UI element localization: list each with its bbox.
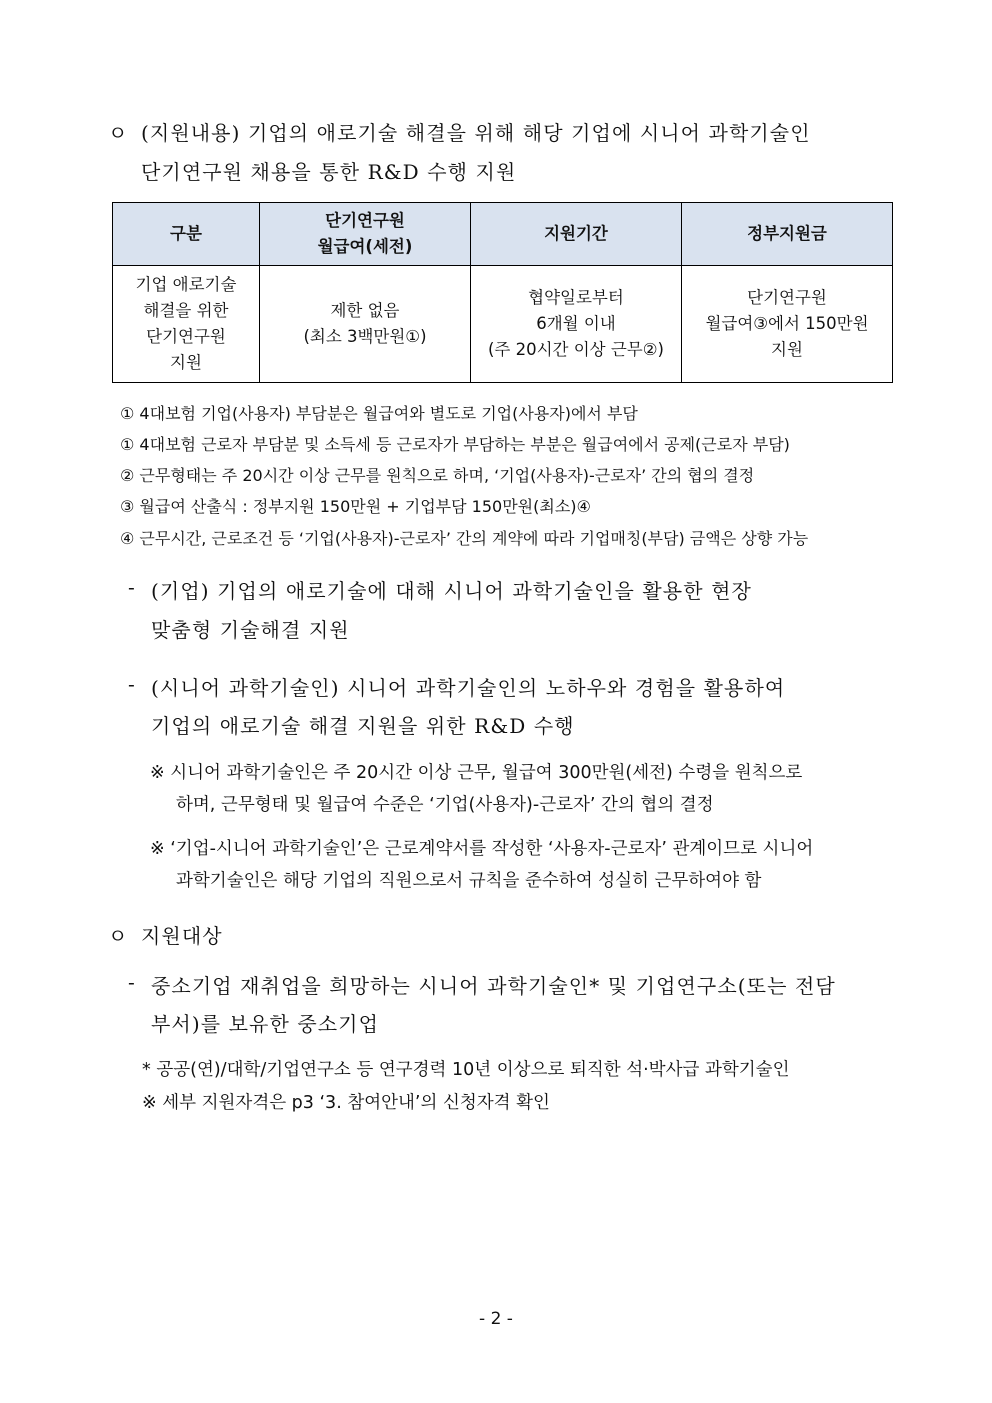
section-bullet: ㅇ <box>108 121 129 145</box>
note-5: ④ 근무시간, 근로조건 등 ‘기업(사용자)-근로자’ 간의 계약에 따라 기업매칭(부담) 금액은 상향 가능 <box>120 529 809 548</box>
target-dash: - <box>128 970 136 994</box>
note-4: ③ 월급여 산출식 : 정부지원 150만원 + 기업부담 150만원(최소)④ <box>120 497 591 516</box>
note-3: ② 근무형태는 주 20시간 이상 근무를 원칙으로 하며, ‘기업(사용자)-근로자’ 간의 협의 결정 <box>120 466 755 485</box>
cell-period: 협약일로부터 6개월 이내 (주 20시간 이상 근무②) <box>471 266 682 383</box>
target-title: 지원대상 <box>141 924 223 948</box>
target-bullet: ㅇ <box>108 924 129 948</box>
company-line-1: (기업) 기업의 애로기술에 대해 시니어 과학기술인을 활용한 현장 <box>151 579 752 603</box>
support-content-line-1: (지원내용) 기업의 애로기술 해결을 위해 해당 기업에 시니어 과학기술인 <box>141 121 811 145</box>
senior-note-2-line-2: 과학기술인은 해당 기업의 직원으로서 규칙을 준수하여 성실히 근무하여야 함 <box>176 871 762 891</box>
support-content-line-2: 단기연구원 채용을 통한 R&D 수행 지원 <box>141 160 517 184</box>
company-dash: - <box>128 575 136 599</box>
senior-note-1-line-2: 하며, 근무형태 및 월급여 수준은 ‘기업(사용자)-근로자’ 간의 협의 결정 <box>176 795 714 815</box>
senior-dash: - <box>128 672 136 696</box>
header-period: 지원기간 <box>471 203 682 266</box>
target-footnote-1: * 공공(연)/대학/기업연구소 등 연구경력 10년 이상으로 퇴직한 석·박사급 과학기술인 <box>142 1060 790 1080</box>
company-line-2: 맞춤형 기술해결 지원 <box>151 618 350 642</box>
target-line-2: 부서)를 보유한 중소기업 <box>151 1012 380 1036</box>
note-2: ① 4대보험 근로자 부담분 및 소득세 등 근로자가 부담하는 부분은 월급여에서 공제(근로자 부담) <box>120 435 790 454</box>
senior-line-1: (시니어 과학기술인) 시니어 과학기술인의 노하우와 경험을 활용하여 <box>151 676 786 700</box>
target-footnote-2: ※ 세부 지원자격은 p3 ‘3. 참여안내’의 신청자격 확인 <box>142 1093 550 1113</box>
cell-funding: 단기연구원 월급여③에서 150만원 지원 <box>682 266 893 383</box>
support-table <box>112 202 893 383</box>
cell-salary: 제한 없음 (최소 3백만원①) <box>260 266 471 383</box>
table-row <box>113 266 893 383</box>
senior-note-2-line-1: ※ ‘기업-시니어 과학기술인’은 근로계약서를 작성한 ‘사용자-근로자’ 관계이므로 시니어 <box>150 839 814 859</box>
cell-category: 기업 애로기술 해결을 위한 단기연구원 지원 <box>113 266 260 383</box>
note-1: ① 4대보험 기업(사용자) 부담분은 월급여와 별도로 기업(사용자)에서 부담 <box>120 404 638 423</box>
header-salary: 단기연구원 월급여(세전) <box>260 203 471 266</box>
senior-note-1-line-1: ※ 시니어 과학기술인은 주 20시간 이상 근무, 월급여 300만원(세전) 수령을 원칙으로 <box>150 763 803 783</box>
table-header-row <box>113 203 893 266</box>
target-line-1: 중소기업 재취업을 희망하는 시니어 과학기술인* 및 기업연구소(또는 전담 <box>151 974 836 998</box>
header-funding: 정부지원금 <box>682 203 893 266</box>
page-number: - 2 - <box>479 1309 513 1329</box>
header-category: 구분 <box>113 203 260 266</box>
senior-line-2: 기업의 애로기술 해결 지원을 위한 R&D 수행 <box>151 714 575 738</box>
